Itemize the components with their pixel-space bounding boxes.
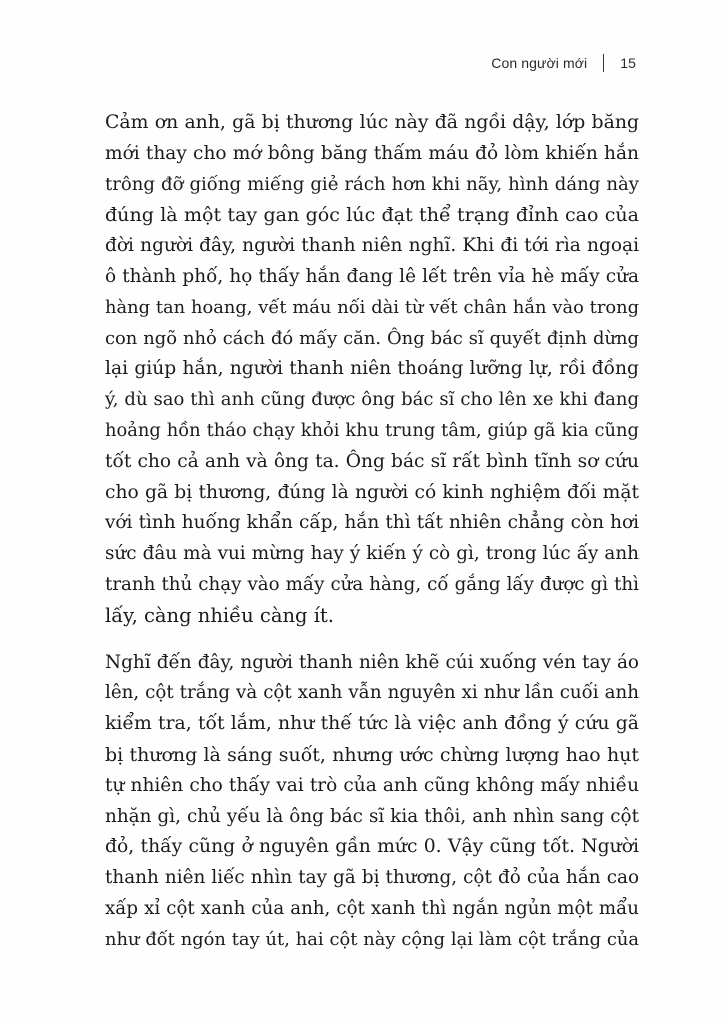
text-line: thanh niên liếc nhìn tay gã bị thương, cột đỏ của hắn cao <box>105 867 639 889</box>
text-line: trông đỡ giống miếng giẻ rách hơn khi nãy, hình dáng này <box>105 173 639 195</box>
chapter-title: Con người mới <box>491 55 588 71</box>
header-divider <box>603 54 604 72</box>
text-line: hàng tan hoang, vết máu nối dài từ vết chân hắn vào trong <box>105 296 639 318</box>
text-line: sức đâu mà vui mừng hay ý kiến ý cò gì, trong lúc ấy anh <box>105 543 639 565</box>
text-line: đỏ, thấy cũng ở nguyên gần mức 0. Vậy cũng tốt. Người <box>105 836 639 858</box>
body-text <box>105 108 639 956</box>
page-number: 15 <box>620 55 636 71</box>
text-line: con ngõ nhỏ cách đó mấy căn. Ông bác sĩ quyết định dừng <box>105 327 639 349</box>
text-line: lại giúp hắn, người thanh niên thoáng lưỡng lự, rồi đồng <box>105 358 639 380</box>
text-line: ý, dù sao thì anh cũng được ông bác sĩ cho lên xe khi đang <box>105 389 639 411</box>
text-line: cho gã bị thương, đúng là người có kinh nghiệm đối mặt <box>105 481 639 503</box>
text-line: tự nhiên cho thấy vai trò của anh cũng không mấy nhiều <box>105 774 639 796</box>
text-line: lấy, càng nhiều càng ít. <box>105 603 334 627</box>
text-line: tốt cho cả anh và ông ta. Ông bác sĩ rất bình tĩnh sơ cứu <box>105 450 639 472</box>
text-line: Nghĩ đến đây, người thanh niên khẽ cúi xuống vén tay áo <box>105 651 639 673</box>
text-line: bị thương là sáng suốt, nhưng ước chừng lượng hao hụt <box>105 743 639 766</box>
running-header <box>491 54 636 72</box>
text-line: hoảng hồn tháo chạy khỏi khu trung tâm, giúp gã kia cũng <box>105 419 639 441</box>
text-line: tranh thủ chạy vào mấy cửa hàng, cố gắng lấy được gì thì <box>105 573 639 595</box>
text-line: ô thành phố, họ thấy hắn đang lê lết trên vỉa hè mấy cửa <box>105 265 639 287</box>
text-line: nhặn gì, chủ yếu là ông bác sĩ kia thôi, anh nhìn sang cột <box>105 805 639 827</box>
text-line: với tình huống khẩn cấp, hắn thì tất nhiên chẳng còn hơi <box>105 512 639 534</box>
text-line: Cảm ơn anh, gã bị thương lúc này đã ngồi dậy, lớp băng <box>105 112 639 133</box>
text-line: lên, cột trắng và cột xanh vẫn nguyên xi như lần cuối anh <box>105 682 639 704</box>
text-line: mới thay cho mớ bông băng thấm máu đỏ lòm khiến hắn <box>105 142 639 164</box>
text-line: xấp xỉ cột xanh của anh, cột xanh thì ngắn ngủn một mẩu <box>105 897 639 919</box>
text-line: đúng là một tay gan góc lúc đạt thể trạng đỉnh cao của <box>105 204 639 227</box>
paragraph-1 <box>105 108 639 632</box>
text-line: kiểm tra, tốt lắm, như thế tức là việc anh đồng ý cứu gã <box>105 713 639 735</box>
text-line: như đốt ngón tay út, hai cột này cộng lại làm cột trắng của <box>105 928 639 950</box>
text-line: đời người đây, người thanh niên nghĩ. Khi đi tới rìa ngoại <box>105 235 639 257</box>
paragraph-2 <box>105 648 639 956</box>
